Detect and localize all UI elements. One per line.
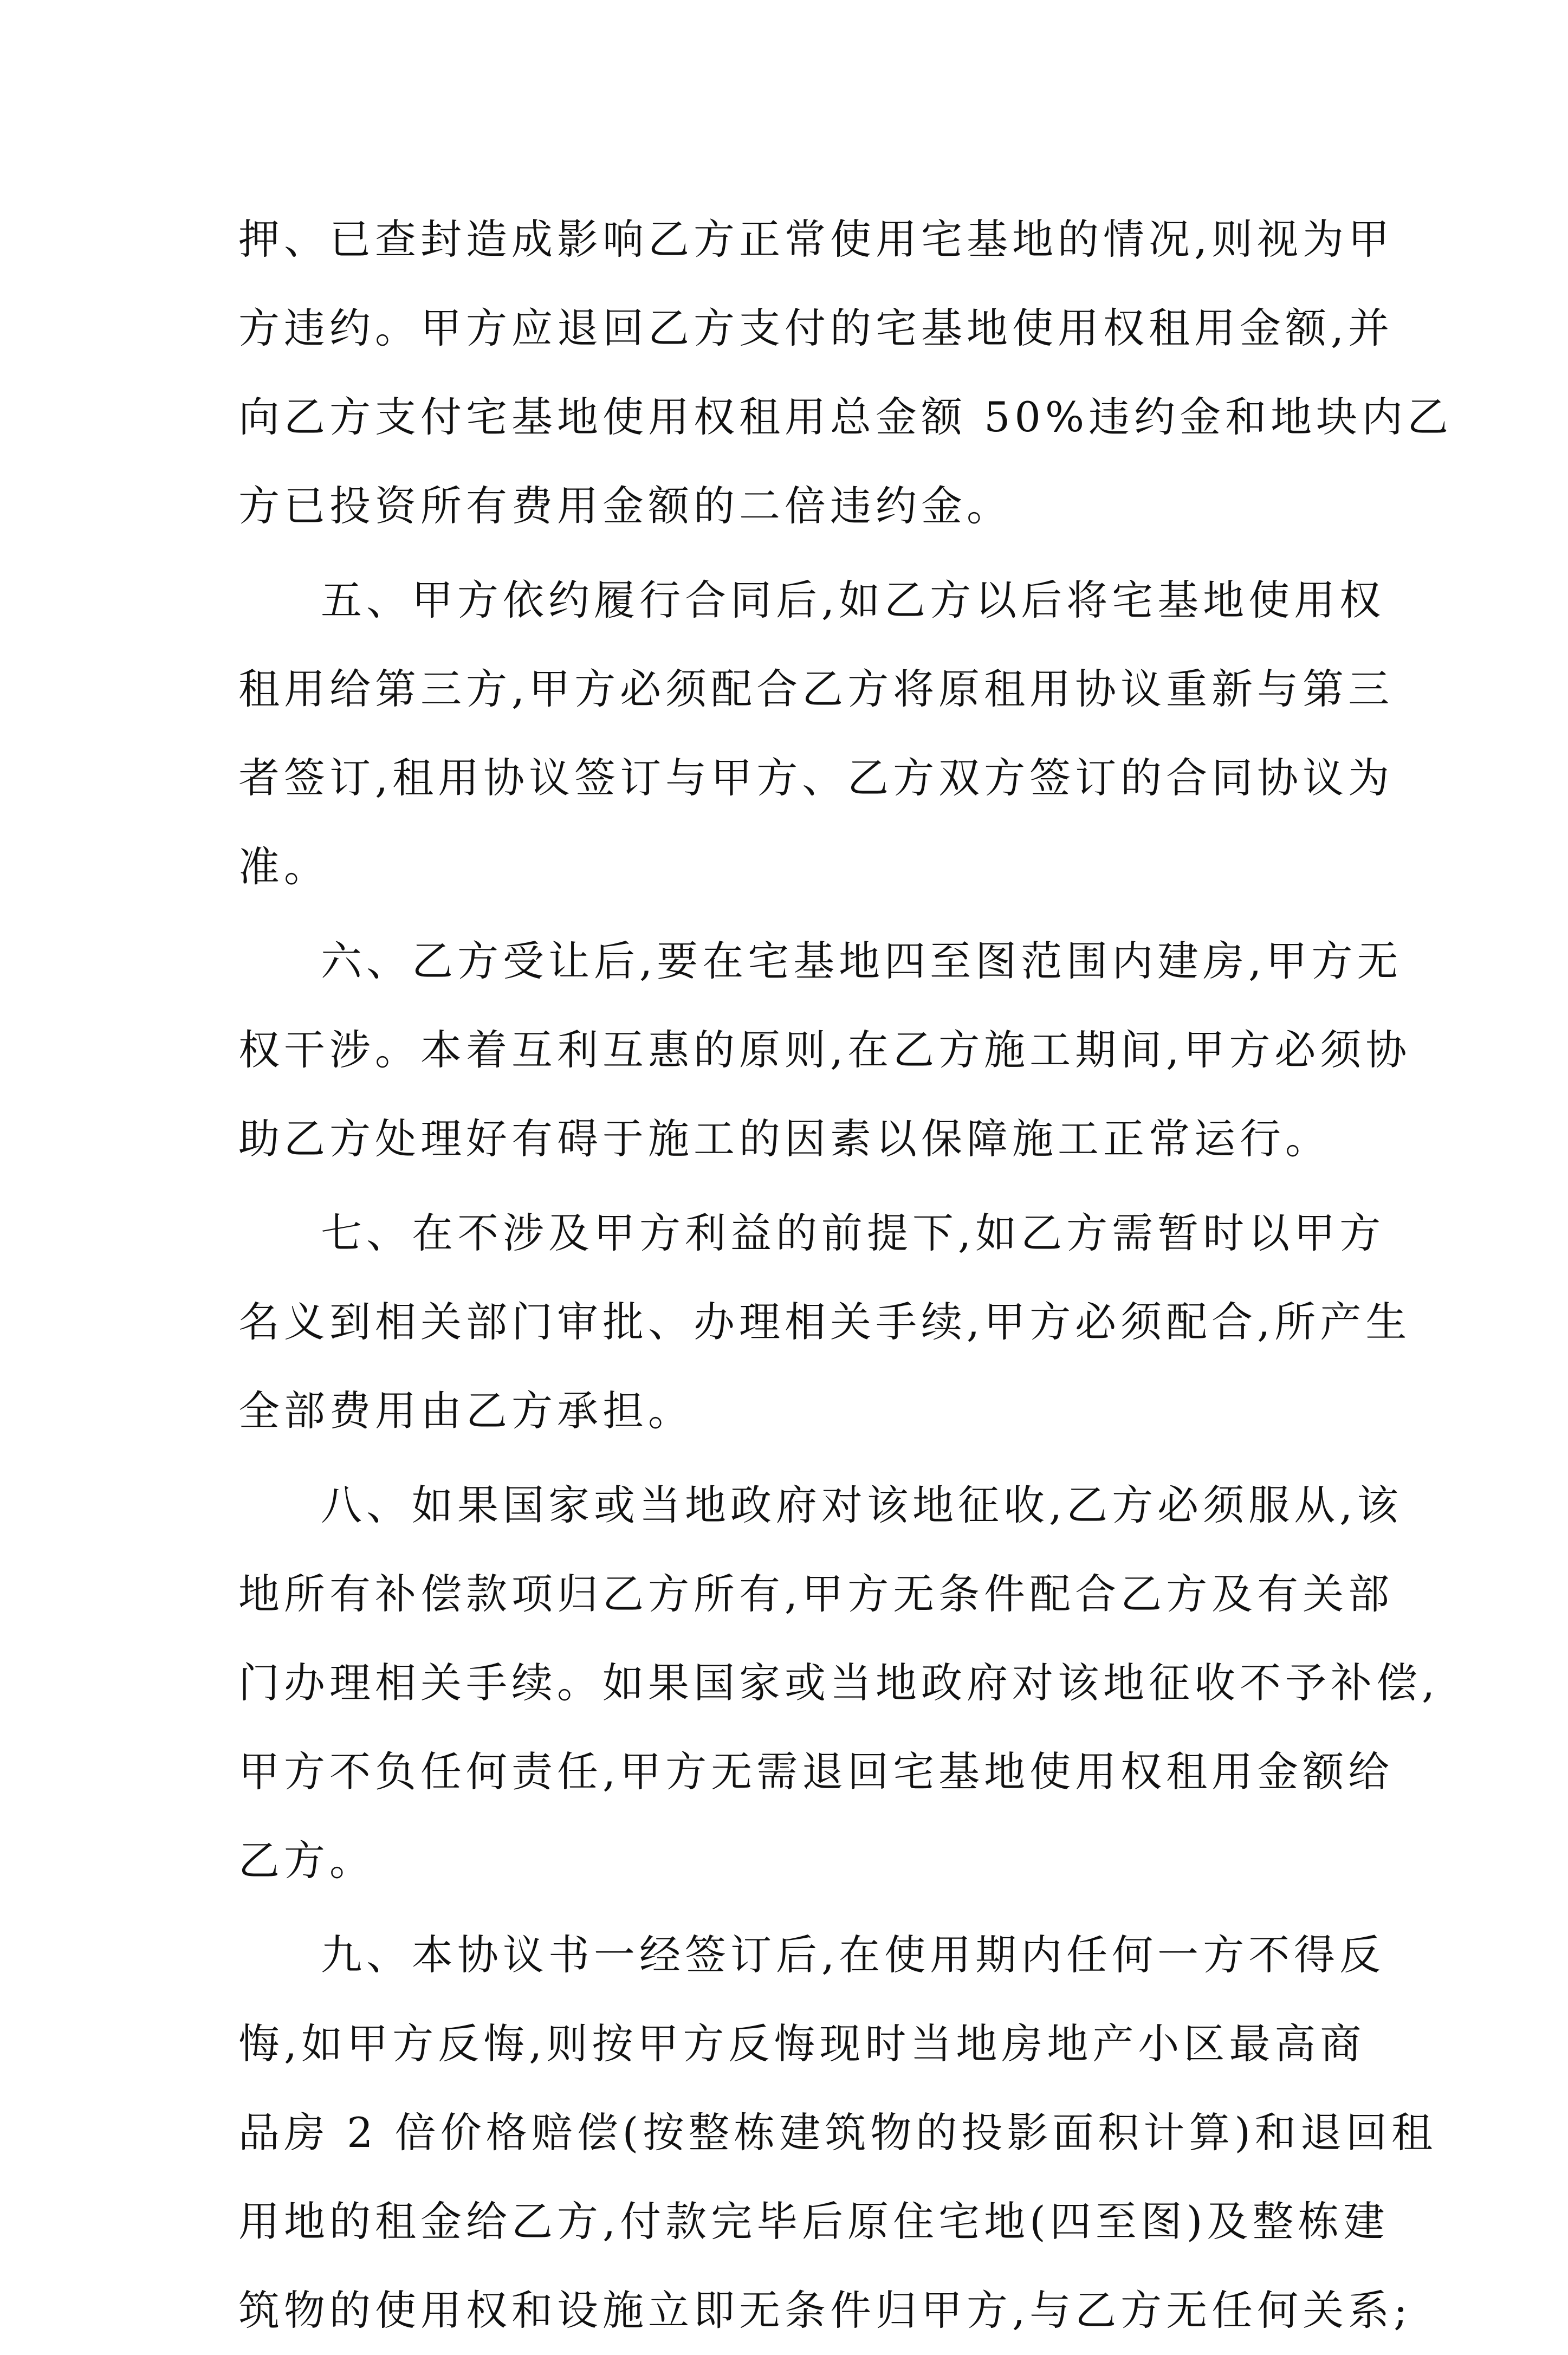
text-line: 门办理相关手续。如果国家或当地政府对该地征收不予补偿,	[238, 1659, 1440, 1707]
clause-7-line: 七、在不涉及甲方利益的前提下,如乙方需暂时以甲方	[321, 1209, 1385, 1257]
text-line: 全部费用由乙方承担。	[238, 1387, 694, 1435]
clause-5-line: 五、甲方依约履行合同后,如乙方以后将宅基地使用权	[321, 576, 1385, 624]
text-line: 权干涉。本着互利互惠的原则,在乙方施工期间,甲方必须协	[238, 1026, 1411, 1074]
text-line: 乙方。	[238, 1836, 375, 1885]
contract-text	[238, 195, 1453, 2355]
text-line: 地所有补偿款项归乙方所有,甲方无条件配合乙方及有关部	[238, 1570, 1394, 1618]
clause-8-line: 八、如果国家或当地政府对该地征收,乙方必须服从,该	[321, 1481, 1403, 1529]
text-line: 甲方不负任何责任,甲方无需退回宅基地使用权租用金额给	[238, 1748, 1394, 1796]
clause-6-line: 六、乙方受让后,要在宅基地四至图范围内建房,甲方无	[321, 937, 1403, 985]
text-line: 筑物的使用权和设施立即无条件归甲方,与乙方无任何关系;	[238, 2286, 1412, 2334]
text-line: 助乙方处理好有碍于施工的因素以保障施工正常运行。	[238, 1115, 1331, 1163]
clause-9-line: 九、本协议书一经签订后,在使用期内任何一方不得反	[321, 1931, 1385, 1979]
text-line: 名义到相关部门审批、办理相关手续,甲方必须配合,所产生	[238, 1298, 1411, 1346]
text-line: 用地的租金给乙方,付款完毕后原住宅地(四至图)及整栋建	[238, 2197, 1389, 2246]
text-line: 租用给第三方,甲方必须配合乙方将原租用协议重新与第三	[238, 665, 1394, 713]
text-line: 品房 2 倍价格赔偿(按整栋建筑物的投影面积计算)和退回租	[238, 2108, 1437, 2157]
text-line: 押、已查封造成影响乙方正常使用宅基地的情况,则视为甲	[238, 215, 1394, 263]
text-line: 准。	[238, 843, 329, 891]
text-line: 方已投资所有费用金额的二倍违约金。	[238, 482, 1012, 530]
text-line: 者签订,租用协议签订与甲方、乙方双方签订的合同协议为	[238, 754, 1394, 802]
text-line: 方违约。甲方应退回乙方支付的宅基地使用权租用金额,并	[238, 304, 1394, 352]
text-line: 向乙方支付宅基地使用权租用总金额 50%违约金和地块内乙	[238, 393, 1453, 441]
text-line: 悔,如甲方反悔,则按甲方反悔现时当地房地产小区最高商	[238, 2020, 1366, 2068]
